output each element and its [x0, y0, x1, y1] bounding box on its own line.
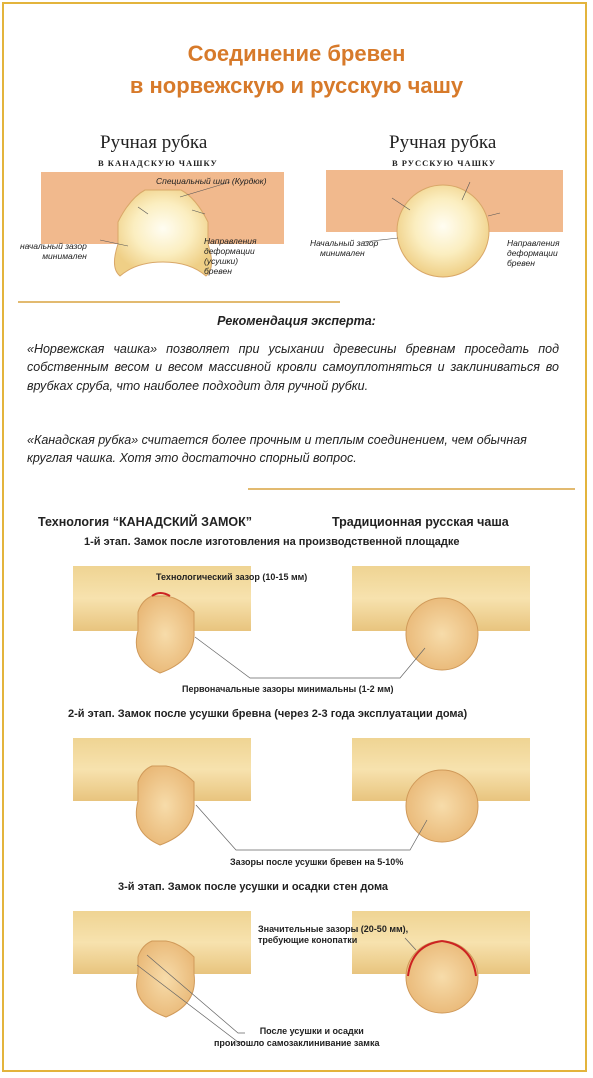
label-dir-russian — [507, 238, 560, 268]
tech-right-heading: Традиционная русская чаша — [332, 515, 509, 529]
label-dir-canadian — [204, 236, 257, 276]
top-left-title: Ручная рубка — [100, 132, 208, 153]
label-dir-canadian-1: Направления — [204, 236, 257, 246]
stage1-diagrams — [73, 566, 530, 678]
stage3-lock-left — [137, 941, 195, 1017]
stage2-label: Зазоры после усушки бревен на 5-10% — [230, 857, 404, 867]
stage3-label-bottom-2: произошло самозаклинивание замка — [214, 1038, 380, 1048]
label-dir-russian-1: Направления — [507, 238, 560, 248]
label-gap-russian-2: минимален — [320, 248, 365, 258]
label-dir-canadian-4: бревен — [204, 266, 232, 276]
top-right-title: Ручная рубка — [389, 132, 497, 153]
stage2-heading: 2-й этап. Замок после усушки бревна (через 2-3 года эксплуатации дома) — [68, 708, 468, 720]
label-gap-canadian-2: минимален — [42, 251, 87, 261]
stage2-diagrams — [73, 738, 530, 850]
stage1-label-bottom: Первоначальные зазоры минимальны (1-2 мм) — [182, 684, 394, 694]
stage3-label-bottom — [214, 1025, 379, 1049]
stage2-connector — [196, 805, 427, 850]
label-dir-russian-2: деформации — [507, 248, 558, 258]
stage1-label-top: Технологический зазор (10-15 мм) — [156, 572, 308, 582]
label-gap-russian — [310, 238, 378, 258]
stage1-heading: 1-й этап. Замок после изготовления на производственной площадке — [84, 536, 460, 548]
label-gap-canadian — [20, 241, 87, 261]
expert-paragraph-1: «Норвежская чашка» позволяет при усыхании древесины бревнам проседать под собственным весом и весом массивной кровли самоуплотняться и заклиниваться во врубках сруба, что наиболее подходит для ручной рубки. — [27, 342, 559, 393]
top-left-subtitle: В КАНАДСКУЮ ЧАШКУ — [98, 158, 218, 168]
tech-left-heading: Технология “КАНАДСКИЙ ЗАМОК” — [38, 515, 252, 529]
stage3-lock-right — [406, 941, 478, 1013]
label-gap-canadian-1: начальный зазор — [20, 241, 87, 251]
stage1-lock-left — [136, 596, 194, 673]
label-dir-canadian-3: (усушки) — [204, 256, 239, 266]
stage3-heading: 3-й этап. Замок после усушки и осадки стен дома — [118, 881, 389, 893]
label-spike: Специальный шип (Курдюк) — [156, 176, 267, 186]
stage1-connector — [195, 637, 425, 678]
title-line-1: Соединение бревен — [187, 41, 406, 66]
label-gap-russian-1: Начальный зазор — [310, 238, 379, 248]
stage3-label-top-2: требующие конопатки — [258, 935, 358, 945]
stage3-label-top — [258, 924, 408, 946]
title-line-2: в норвежскую и русскую чашу — [129, 73, 464, 98]
expert-paragraph-2: «Канадская рубка» считается более прочным и теплым соединением, чем обычная круглая чашка. Хотя это достаточно спорный вопрос. — [27, 433, 527, 466]
stage2-lock-right — [406, 770, 478, 842]
top-right-subtitle: В РУССКУЮ ЧАШКУ — [392, 158, 497, 168]
stage1-lock-right — [406, 598, 478, 670]
log-end-russian — [397, 185, 489, 277]
expert-heading: Рекомендация эксперта: — [217, 314, 376, 328]
stage2-lock-left — [136, 766, 194, 845]
stage3-label-top-1: Значительные зазоры (20-50 мм), — [258, 924, 409, 934]
label-dir-canadian-2: деформации — [204, 246, 255, 256]
label-dir-russian-3: бревен — [507, 258, 535, 268]
stage3-label-bottom-1: После усушки и осадки — [259, 1026, 364, 1036]
